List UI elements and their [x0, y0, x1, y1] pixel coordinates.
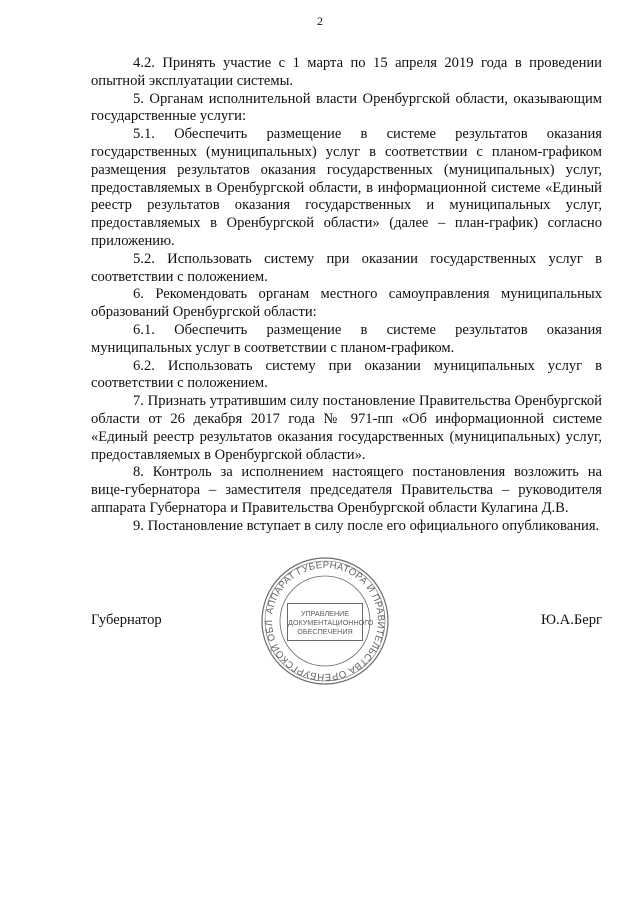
- paragraph-7: 7. Признать утратившим силу постановление Правительства Оренбургской области от 26 декабря 2017 года № 971-пп «Об информационной системе «Единый реестр результатов оказания государственных (муниципальных) услуг, предоставляемых в Оренбургской области».: [91, 393, 602, 463]
- stamp-inner-box: [287, 603, 374, 641]
- paragraph-9: 9. Постановление вступает в силу после его официального опубликования.: [133, 517, 600, 534]
- page-number: 2: [317, 14, 323, 28]
- stamp-line: УПРАВЛЕНИЕ: [300, 608, 350, 618]
- paragraph-5-1: 5.1. Обеспечить размещение в системе результатов оказания государственных (муниципальных) услуг в соответствии с планом-графиком размещения результатов оказания государственных (муниципальных) услуг, предоставляемых в Оренбургской области, в информационной системе «Единый реестр результатов оказания государственных и муниципальных услуг, предоставляемых в Оренбургской области» (далее – план-график) согласно приложению.: [91, 126, 602, 249]
- paragraph-6-2: 6.2. Использовать систему при оказании муниципальных услуг в соответствии с положением.: [91, 357, 602, 392]
- paragraph-5: 5. Органам исполнительной власти Оренбургской области, оказывающим государственные услуги:: [91, 90, 602, 125]
- paragraph-6-1: 6.1. Обеспечить размещение в системе результатов оказания муниципальных услуг в соответствии с планом-графиком.: [91, 321, 602, 356]
- paragraph-6: 6. Рекомендовать органам местного самоуправления муниципальных образований Оренбургской области:: [91, 286, 602, 321]
- stamp-ring-text: АППАРАТ ГУБЕРНАТОРА И ПРАВИТЕЛЬСТВА ОРЕНБУРГСКОЙ ОБЛ: [263, 559, 387, 683]
- paragraph-8: 8. Контроль за исполнением настоящего постановления возложить на вице-губернатора – заместителя председателя Правительства – руководителя аппарата Губернатора и Правительства Оренбургской области Кулагина Д.В.: [91, 464, 602, 516]
- paragraph-5-2: 5.2. Использовать систему при оказании государственных услуг в соответствии с положением.: [91, 250, 602, 285]
- official-stamp: [259, 555, 391, 687]
- stamp-line: ОБЕСПЕЧЕНИЯ: [297, 626, 353, 636]
- document-body: [91, 55, 602, 536]
- signatory-title: Губернатор: [91, 612, 162, 628]
- stamp-line: ДОКУМЕНТАЦИОННОГО: [288, 617, 374, 627]
- signatory-name: Ю.А.Берг: [541, 612, 602, 628]
- paragraph-4-2: 4.2. Принять участие с 1 марта по 15 апреля 2019 года в проведении опытной эксплуатации системы.: [91, 55, 602, 89]
